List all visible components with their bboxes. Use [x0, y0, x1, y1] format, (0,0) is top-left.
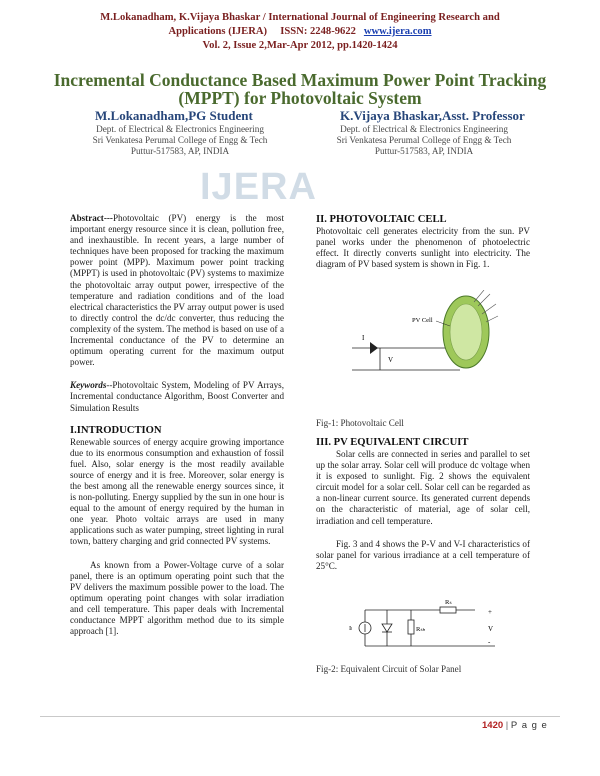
- photocurrent-label: Iₗ: [349, 625, 353, 632]
- abstract-text: Photovoltaic (PV) energy is the most important energy resource since it is clean, pollution free, and inexhaustible. In recent years, a large number of techniques have been proposed for tracking the maximum power point (MPP). Maximum power point tracking (MPPT) is used in photovoltaic (PV) systems to maximize the photovoltaic array output power, irrespective of the temperature and radiation conditions and of the load electrical characteristics the PV array output power is used to directly control the dc/dc converter, thus reducing the complexity of the system. The method is based on use of a Incremental conductance of the PV to determine an optimum operating current for the maximum output power.: [70, 213, 284, 368]
- keywords-text: --Photovoltaic System, Modeling of PV Arrays, Incremental conductance Algorithm, Boost Converter and Simulation Results: [70, 380, 284, 413]
- author-2-college: Sri Venkatesa Perumal College of Engg & Tech: [336, 135, 512, 145]
- pv-cell-inner: [450, 304, 482, 360]
- author-1-address: Puttur-517583, AP, INDIA: [130, 146, 230, 156]
- right-column-top: [316, 213, 530, 270]
- equiv-paragraph-2: Fig. 3 and 4 shows the P-V and V-I characteristics of solar panel for various irradiance at a cell temperature of 25°C.: [316, 538, 530, 571]
- shunt-resistance-label: Rₛₕ: [416, 626, 426, 633]
- issn: ISSN: 2248-9622: [280, 26, 356, 37]
- intro-heading: I.INTRODUCTION: [70, 424, 162, 436]
- voltage-label: V: [388, 356, 394, 364]
- author-2-affiliation: [294, 124, 554, 157]
- intro-paragraph-2: As known from a Power-Voltage curve of a solar panel, there is an optimum operating point such that the PV delivers the maximum possible power to the load. The optimum operating point changes with solar irradiation and cell temperature. This paper deals with Incremental conductance MPPT algorithm method due to its simple approach [1].: [70, 559, 284, 637]
- pv-cell-paragraph: Photovoltaic cell generates electricity from the sun. PV panel works under the phenomenon of photoelectric effect. It directly converts sunlight into electricity. The diagram of PV based system is shown in Fig. 1.: [316, 226, 530, 270]
- journal-name: Applications (IJERA): [168, 26, 268, 37]
- positive-terminal-label: +: [488, 608, 492, 616]
- keywords: [70, 380, 284, 413]
- title-line-1: Incremental Conductance Based Maximum Power Point Tracking: [53, 70, 547, 90]
- diode-icon: [382, 624, 392, 632]
- author-1-name: M.Lokanadham,PG Student: [95, 108, 253, 123]
- abstract-label: Abstract---: [70, 213, 113, 223]
- page-label: P a g e: [510, 720, 548, 731]
- equivalent-circuit-figure: [345, 598, 505, 653]
- page-number: [482, 720, 548, 731]
- pv-cell-label: PV Cell: [412, 317, 433, 324]
- keywords-label: Keywords: [70, 380, 107, 391]
- pv-cell-heading: II. PHOTOVOLTAIC CELL: [316, 214, 447, 225]
- author-2-dept: Dept. of Electrical & Electronics Engineering: [340, 124, 508, 134]
- shunt-resistor: [408, 620, 414, 634]
- header-line-2: [40, 25, 560, 39]
- fig-1-caption: Fig-1: Photovoltaic Cell: [316, 418, 404, 428]
- footer-rule: [40, 716, 560, 717]
- author-1-college: Sri Venkatesa Perumal College of Engg & Tech: [92, 135, 268, 145]
- series-resistance-label: Rₛ: [445, 599, 452, 606]
- journal-website-link[interactable]: www.ijera.com: [363, 26, 432, 37]
- title-line-2: (MPPT) for Photovoltaic System: [178, 88, 422, 108]
- current-arrow-icon: [370, 342, 378, 354]
- equiv-circuit-heading: III. PV EQUIVALENT CIRCUIT: [316, 437, 469, 448]
- author-2-name: K.Vijaya Bhaskar,Asst. Professor: [340, 108, 525, 123]
- right-column-bottom: [316, 436, 530, 572]
- ijera-watermark: IJERA: [200, 166, 317, 208]
- author-1-affiliation: [50, 124, 310, 157]
- left-column: [70, 213, 284, 637]
- current-label: I: [362, 334, 365, 342]
- journal-header: [40, 11, 560, 53]
- negative-terminal-label: -: [488, 638, 491, 646]
- equiv-paragraph-1: Solar cells are connected in series and parallel to set up the solar array. Solar cell will produce dc voltage when it is exposed to sunlight. Fig. 2 shows the equivalent circuit model for a solar cell. Solar cell can be regarded as a non-linear current source. Its generated current depends on the characteristic of material, age of solar cell, irradiation and cell temperature.: [316, 449, 530, 526]
- author-2-address: Puttur-517583, AP, INDIA: [374, 146, 474, 156]
- header-line-1: M.Lokanadham, K.Vijaya Bhaskar / International Journal of Engineering Research and: [100, 12, 500, 23]
- abstract: [70, 213, 284, 368]
- output-voltage-label: V: [488, 625, 494, 633]
- intro-paragraph-1: Renewable sources of energy acquire growing importance due to its enormous consumption and exhaustion of fossil fuel. Also, solar energy is the most readily available source of energy and it is free. Moreover, solar energy is the best among all the renewable energy sources since, it is non-polluting. Energy supplied by the sun in one hour is equal to the amount of energy required by the human in one year. Photo voltaic arrays are used in many applications such as water pumping, street lighting in rural town, battery charging and grid connected PV systems.: [70, 436, 284, 547]
- paper-title: [30, 71, 570, 107]
- fig-2-caption: Fig-2: Equivalent Circuit of Solar Panel: [316, 664, 462, 674]
- pv-cell-figure: [350, 290, 500, 390]
- page-separator: |: [505, 720, 509, 731]
- series-resistor: [440, 607, 456, 613]
- header-line-3: Vol. 2, Issue 2,Mar-Apr 2012, pp.1420-1424: [202, 40, 398, 51]
- author-1-dept: Dept. of Electrical & Electronics Engineering: [96, 124, 264, 134]
- page-number-value: 1420: [482, 720, 504, 731]
